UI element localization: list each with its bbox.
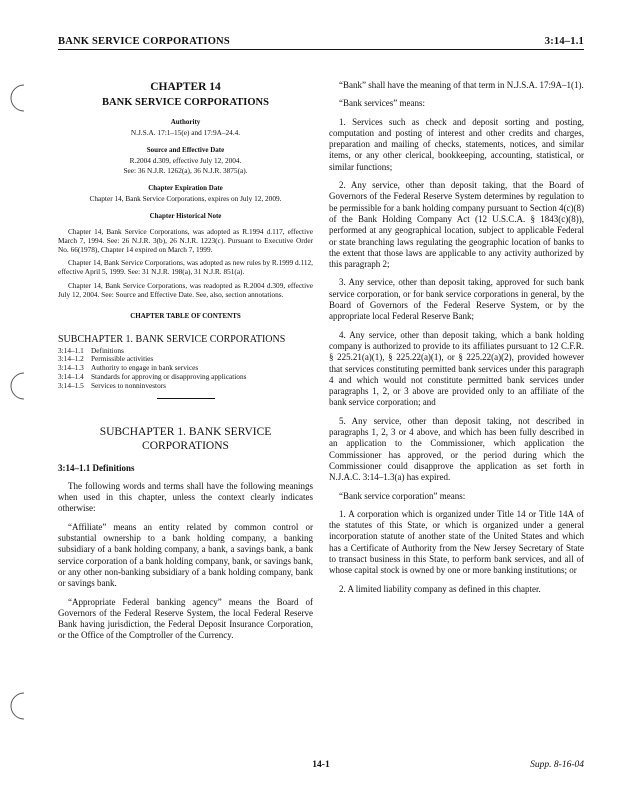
running-head-section: 3:14–1.1 xyxy=(544,36,584,47)
expiration-text: Chapter 14, Bank Service Corporations, expires on July 12, 2009. xyxy=(89,194,282,204)
toc-item-title: Definitions xyxy=(91,345,124,355)
subchapter-heading xyxy=(58,425,313,453)
bank-services-item-5: 5. Any service, other than deposit taking, not described in paragraphs 1, 2, 3 or 4 above, and which has been fully described in an application to the Commissioner, which application the Commissioner has approved, or the period during which the Commissioner could disapprove the application as set forth in N.J.A.C. 3:14–1.3(a) has expired. xyxy=(329,415,584,483)
page-number: 14-1 xyxy=(312,760,330,770)
right-column xyxy=(329,80,584,595)
toc-item-title: Services to nonninvestors xyxy=(91,380,166,390)
definition-bank-services-intro: “Bank services” means: xyxy=(339,98,425,109)
expiration-heading: Chapter Expiration Date xyxy=(148,183,223,192)
source-text-1: R.2004 d.309, effective July 12, 2004. xyxy=(129,156,242,166)
binder-hole-mark xyxy=(4,370,28,402)
bank-services-item-4: 4. Any service, other than deposit taking, which a bank holding company is authorized to provide to its affiliates pursuant to 12 C.F.R. § 225.21(a)(1), § 225.22(a)(1), or § 225.22(a)(2), provided however that services constituting permitted bank services under this paragraph 4 and which would not constitute permitted bank services under paragraphs 1, 2, or 3 above are provided only to an affiliate of the bank service corporation; and xyxy=(329,329,584,408)
source-text-2: See: 36 N.J.R. 1262(a), 36 N.J.R. 3875(a). xyxy=(123,165,248,175)
bank-services-item-2: 2. Any service, other than deposit taking, that the Board of Governors of the Federal Reserve System determines by regulation to be permissible for a bank holding company pursuant to Section 4(c)(8) of the Bank Holding Company Act (12 U.S.C.A. § 1843(c)(8)), performed at any geographical location, subject to applicable Federal or state branching laws regulating the geographic location of banks to the extent that those laws are applicable to any activity authorized by this paragraph 2; xyxy=(329,180,584,270)
history-note-2: Chapter 14, Bank Service Corporations, was adopted as new rules by R.1999 d.112, effective April 5, 1999. See: 31 N.J.R. 198(a), 31 N.J.R. 851(a). xyxy=(58,258,313,277)
definition-bank-service-corporation-intro: “Bank service corporation” means: xyxy=(339,490,466,501)
definition-affiliate: “Affiliate” means an entity related by common control or substantial ownership to a bank holding company, a banking subsidiary of a bank holding company, a bank, a savings bank, a bank service corporation of a bank holding company, bank, or savings bank, or any other non-banking subsidiary of a bank holding company, bank or savings bank. xyxy=(58,521,313,589)
bank-services-item-3: 3. Any service, other than deposit taking, approved for such bank service corporation, or for bank service corporations in general, by the Board of Governors of the Federal Reserve System, or by the appropriate local Federal Reserve Bank; xyxy=(329,277,584,322)
toc-item-title: Authority to engage in bank services xyxy=(91,363,199,373)
authority-heading: Authority xyxy=(170,117,201,126)
binder-hole-mark xyxy=(4,82,28,114)
section-heading: 3:14–1.1 Definitions xyxy=(58,462,135,473)
history-heading: Chapter Historical Note xyxy=(149,212,222,221)
toc-item-number: 3:14–1.2 xyxy=(58,354,84,364)
definition-bank: “Bank” shall have the meaning of that term in N.J.S.A. 17:9A–1(1). xyxy=(339,80,584,90)
subchapter-heading-line-2: CORPORATIONS xyxy=(142,439,229,452)
definition-federal-agency: “Appropriate Federal banking agency” means the Board of Governors of the Federal Reserve System, the local Federal Reserve Bank having jurisdiction, the Federal Deposit Insurance Corporation, or the Office of the Comptroller of the Currency. xyxy=(58,596,313,641)
toc-item-number: 3:14–1.1 xyxy=(58,345,84,355)
toc-heading: CHAPTER TABLE OF CONTENTS xyxy=(130,312,241,321)
toc-item-title: Permissible activities xyxy=(91,354,154,364)
history-note-3: Chapter 14, Bank Service Corporations, was readopted as R.2004 d.309, effective July 12, 2004. See: Source and Effective Date. See, also, section annotations. xyxy=(58,280,313,299)
bank-services-item-1: 1. Services such as check and deposit sorting and posting, computation and posting of interest and other credits and charges, preparation and mailing of checks, statements, notices, and similar items, or any other clerical, bookkeeping, accounting, statistical, or similar functions; xyxy=(329,116,584,172)
toc-item-title: Standards for approving or disapproving applications xyxy=(91,372,247,381)
supplement-date: Supp. 8-16-04 xyxy=(530,760,584,770)
toc-item[interactable] xyxy=(58,382,313,391)
running-head xyxy=(58,36,584,50)
source-heading: Source and Effective Date xyxy=(146,146,225,155)
table-of-contents xyxy=(58,347,313,391)
subchapter-heading-line-1: SUBCHAPTER 1. BANK SERVICE xyxy=(99,425,272,438)
bank-service-corporation-item-2: 2. A limited liability company as defined in this chapter. xyxy=(339,583,541,594)
toc-subchapter: SUBCHAPTER 1. BANK SERVICE CORPORATIONS xyxy=(58,334,286,346)
toc-item-number: 3:14–1.4 xyxy=(58,372,84,381)
bank-service-corporation-item-1: 1. A corporation which is organized under Title 14 or Title 14A of the statutes of this State, or which is organized under a general incorporation statute of another state of the United States and which has a Certificate of Authority from the New Jersey Secretary of State to transact business in this State, to perform bank services, and all of whose capital stock is owned by one or more banking institutions; or xyxy=(329,508,584,576)
toc-item-number: 3:14–1.3 xyxy=(58,363,84,373)
history-note-1: Chapter 14, Bank Service Corporations, was adopted as R.1994 d.117, effective March 7, 1994. See: 26 N.J.R. 3(b), 26 N.J.R. 1223(c). Pursuant to Executive Order No. 66(1978), Chapter 14 expired on March 7, 1999. xyxy=(58,226,313,254)
chapter-name: BANK SERVICE CORPORATIONS xyxy=(102,97,269,109)
binder-hole-mark xyxy=(4,690,28,722)
authority-text: N.J.S.A. 17:1–15(e) and 17:9A–24.4. xyxy=(130,127,241,137)
toc-item-number: 3:14–1.5 xyxy=(58,380,84,390)
left-column xyxy=(58,80,313,642)
section-divider xyxy=(157,398,215,399)
chapter-title: CHAPTER 14 xyxy=(150,81,221,93)
definitions-intro: The following words and terms shall have the following meanings when used in this chapter, unless the context clearly indicates otherwise: xyxy=(58,480,313,514)
running-head-title: BANK SERVICE CORPORATIONS xyxy=(58,36,230,47)
